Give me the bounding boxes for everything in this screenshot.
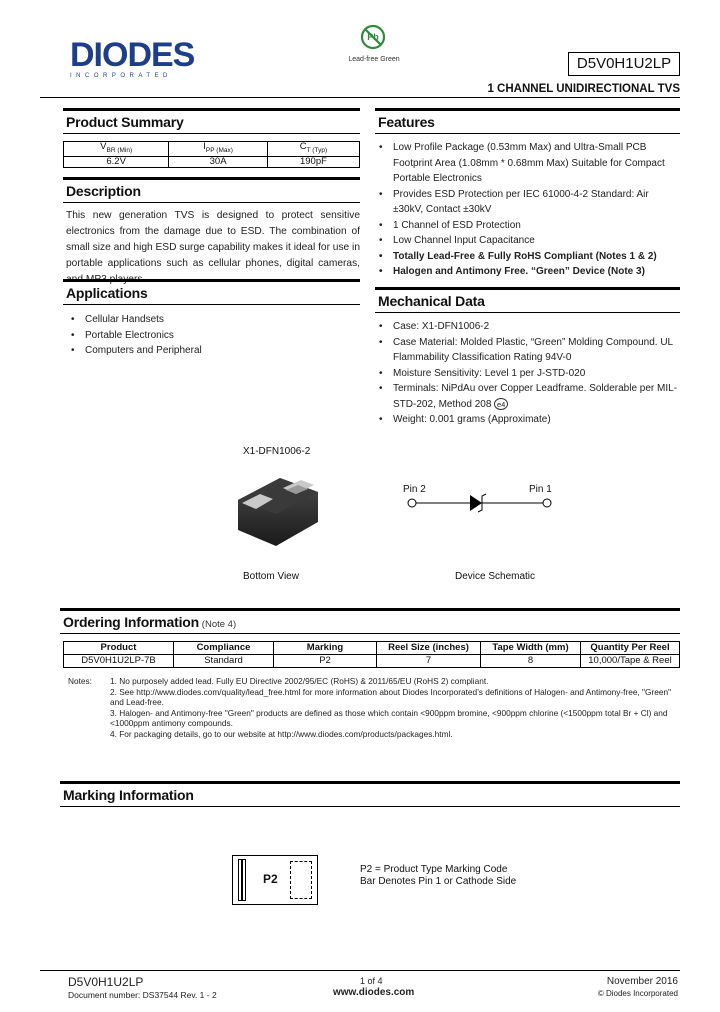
pin1-label: Pin 1 xyxy=(529,484,552,495)
ordering-cell: 8 xyxy=(481,655,581,668)
mechanical-title: Mechanical Data xyxy=(378,293,485,309)
section-rule xyxy=(375,312,680,313)
product-summary-title: Product Summary xyxy=(66,114,184,130)
section-rule xyxy=(63,133,360,134)
applications-list xyxy=(67,312,360,359)
part-number-box: D5V0H1U2LP xyxy=(568,52,680,76)
list-item: • Computers and Peripheral xyxy=(67,343,360,359)
ordering-cell: P2 xyxy=(274,655,377,668)
chip-outline xyxy=(290,861,312,899)
section-rule xyxy=(375,108,680,111)
ordering-header: Marking xyxy=(274,642,377,655)
product-summary-section xyxy=(63,108,360,168)
section-rule xyxy=(63,202,360,203)
marking-title: Marking Information xyxy=(63,787,194,803)
pin2-label: Pin 2 xyxy=(403,484,426,495)
footer-divider xyxy=(40,970,680,971)
list-item: • Portable Electronics xyxy=(67,328,360,344)
e4-mark-icon: e4 xyxy=(494,398,508,410)
marking-chip-image xyxy=(232,855,318,905)
footer-part: D5V0H1U2LP xyxy=(68,975,144,989)
ordering-header: Tape Width (mm) xyxy=(481,642,581,655)
vbr-value: 6.2V xyxy=(64,156,169,167)
mechanical-data-section xyxy=(375,287,680,428)
product-summary-table xyxy=(63,141,360,168)
ordering-section xyxy=(60,608,680,634)
note-item: 2. See http://www.diodes.com/quality/lead_free.html for more information about Diodes Incorporated’s definitions of Halogen- and Antimony-free, "Green" and Lead-free. xyxy=(110,686,672,708)
footer-website-link[interactable]: www.diodes.com xyxy=(333,987,415,998)
description-title: Description xyxy=(66,183,141,199)
schematic-caption: Device Schematic xyxy=(455,571,536,582)
ipp-header: $I_{PP (Max)}$ xyxy=(169,142,268,157)
note-item: 3. Halogen- and Antimony-free "Green" products are defined as those which contain <900ppm bromine, <900ppm chlorine (<1500ppm total Br + Cl) and <1000ppm antimony compounds. xyxy=(110,707,668,729)
list-item: • Provides ESD Protection per IEC 61000-4-2 Standard: Air ±30kV, Contact ±30kV xyxy=(375,187,680,218)
notes-block xyxy=(68,676,680,740)
applications-section xyxy=(63,279,360,359)
notes-label: Notes: xyxy=(68,676,92,686)
footer-copyright: © Diodes Incorporated xyxy=(597,989,678,998)
description-text: This new generation TVS is designed to protect sensitive electronics from the damage due to ESD. The combination of small size and high ESD surge capability makes it ideal for use in portable applications such as cellular phones, digital cameras, and MP3 players. xyxy=(66,210,360,285)
ordering-table xyxy=(63,641,680,668)
table-row xyxy=(64,655,680,668)
pb-symbol: Pb xyxy=(367,32,379,42)
marking-legend-line: Bar Denotes Pin 1 or Cathode Side xyxy=(360,876,517,887)
list-item: • 1 Channel of ESD Protection xyxy=(375,218,680,234)
list-item: • Case: X1-DFN1006-2 xyxy=(375,319,680,335)
note-item: 1. No purposely added lead. Fully EU Directive 2002/95/EC (RoHS) & 2011/65/EU (RoHS 2) compliant. xyxy=(110,676,489,686)
ordering-cell: 10,000/Tape & Reel xyxy=(581,655,680,668)
ordering-cell: D5V0H1U2LP-7B xyxy=(64,655,174,668)
marking-section xyxy=(60,781,680,807)
subtitle: 1 CHANNEL UNIDIRECTIONAL TVS xyxy=(487,83,680,95)
features-list xyxy=(375,140,680,280)
vbr-header: $V_{BR (Min)}$ xyxy=(64,142,169,157)
list-item: • Case Material: Molded Plastic, “Green” Molding Compound. UL Flammability Classification Rating 94V-0 xyxy=(375,335,680,366)
ordering-header: Product xyxy=(64,642,174,655)
section-rule xyxy=(63,108,360,111)
bottom-view-caption: Bottom View xyxy=(243,571,299,582)
ct-header: $C_{T (Typ)}$ xyxy=(267,142,359,157)
ordering-title: Ordering Information xyxy=(63,614,200,630)
ordering-header: Compliance xyxy=(174,642,274,655)
chip-marking-text: P2 xyxy=(263,872,278,886)
list-item: • Terminals: NiPdAu over Copper Leadframe. Solderable per MIL-STD-202, Method 208 e4 xyxy=(375,381,680,412)
ipp-value: 30A xyxy=(169,156,268,167)
footer-doc: Document number: DS37544 Rev. 1 - 2 xyxy=(68,990,217,1000)
ordering-cell: 7 xyxy=(377,655,481,668)
marking-legend xyxy=(360,864,516,888)
logo-subtext: INCORPORATED xyxy=(70,73,172,79)
section-rule xyxy=(63,279,360,282)
ordering-header: Reel Size (inches) xyxy=(377,642,481,655)
section-rule xyxy=(63,304,360,305)
list-item: • Cellular Handsets xyxy=(67,312,360,328)
description-section xyxy=(63,177,360,288)
package-bottom-view-image xyxy=(228,470,328,550)
list-item: • Low Channel Input Capacitance xyxy=(375,233,680,249)
section-rule xyxy=(60,781,680,784)
package-label: X1-DFN1006-2 xyxy=(243,446,311,457)
section-rule xyxy=(63,177,360,180)
section-rule xyxy=(375,287,680,290)
features-title: Features xyxy=(378,114,435,130)
logo-text: DIODES xyxy=(70,36,195,74)
ordering-header: Quantity Per Reel xyxy=(581,642,680,655)
list-item: • Halogen and Antimony Free. “Green” Device (Note 3) xyxy=(375,264,680,280)
ordering-note: (Note 4) xyxy=(201,619,237,630)
cathode-bar xyxy=(238,859,246,901)
applications-title: Applications xyxy=(66,285,148,301)
list-item: • Low Profile Package (0.53mm Max) and Ultra-Small PCB Footprint Area (1.08mm * 0.68mm Max) Suitable for Compact Portable Electronics xyxy=(375,140,680,187)
header-divider xyxy=(40,97,680,98)
leaf-pb-icon xyxy=(359,24,389,52)
ct-value: 190pF xyxy=(267,156,359,167)
lead-free-label: Lead-free Green xyxy=(348,56,400,63)
marking-legend-line: P2 = Product Type Marking Code xyxy=(360,864,508,875)
list-item: • Totally Lead-Free & Fully RoHS Compliant (Notes 1 & 2) xyxy=(375,249,680,265)
section-rule xyxy=(60,633,680,634)
footer-page: 1 of 4 xyxy=(360,976,383,986)
footer-date: November 2016 xyxy=(606,976,678,987)
diode-schematic-icon xyxy=(400,490,560,520)
section-rule xyxy=(375,133,680,134)
ordering-cell: Standard xyxy=(174,655,274,668)
list-item: • Weight: 0.001 grams (Approximate) xyxy=(375,412,680,428)
section-rule xyxy=(60,608,680,611)
section-rule xyxy=(60,806,680,807)
list-item: • Moisture Sensitivity: Level 1 per J-STD-020 xyxy=(375,366,680,382)
mechanical-list xyxy=(375,319,680,428)
note-item: 4. For packaging details, go to our website at http://www.diodes.com/products/packages.html. xyxy=(110,728,453,739)
lead-free-green-badge xyxy=(343,24,405,64)
diodes-logo xyxy=(70,38,210,82)
features-section xyxy=(375,108,680,280)
